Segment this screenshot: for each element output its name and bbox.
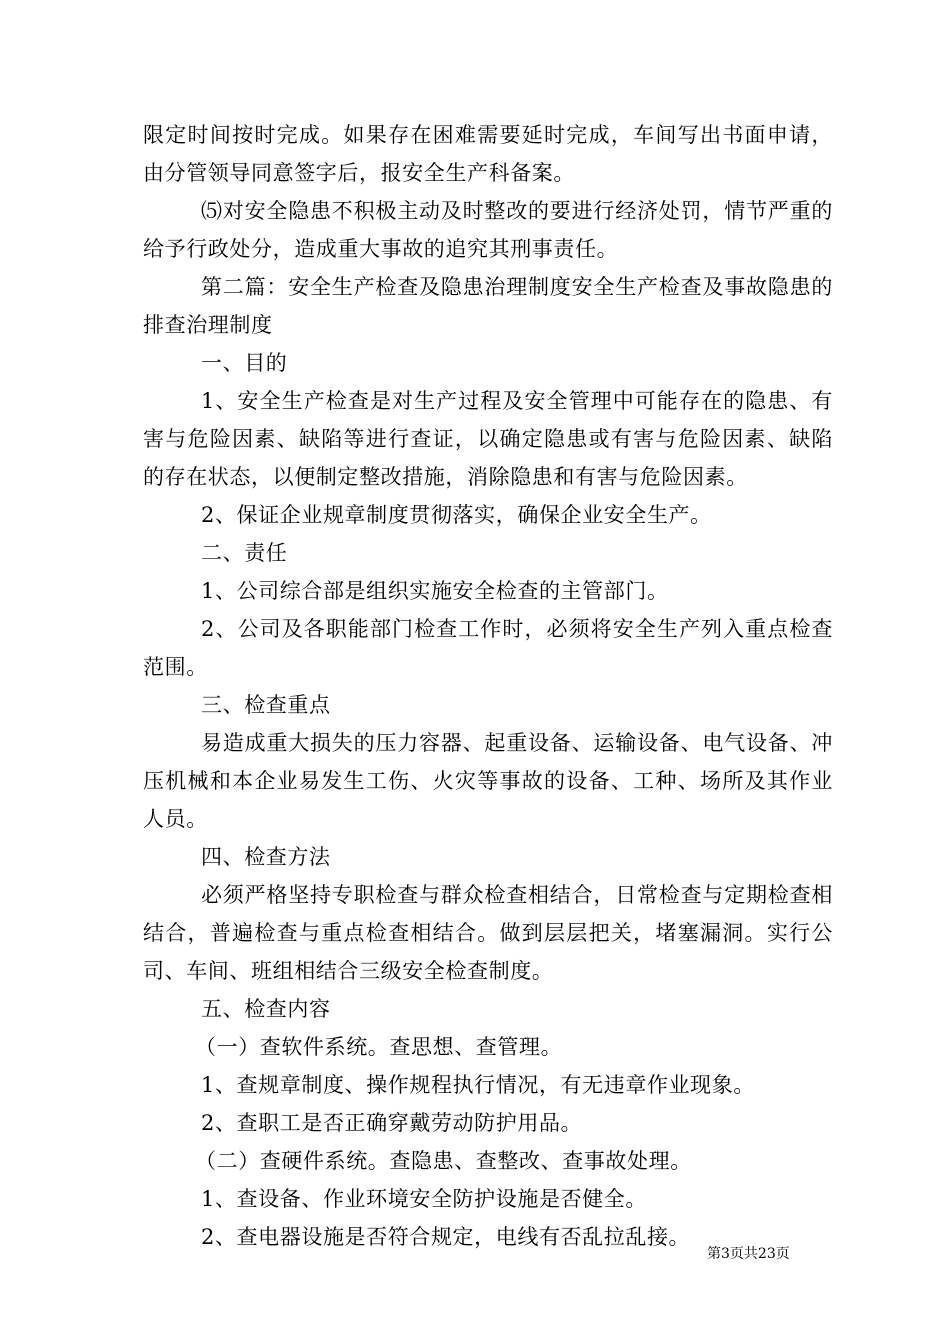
section-heading-focus: 三、检查重点 — [201, 693, 331, 717]
section-heading-content: 五、检查内容 — [201, 997, 331, 1021]
document-body — [143, 116, 833, 1256]
section-heading-responsibility: 二、责任 — [201, 541, 288, 565]
page-number-footer: 第3页共23页 — [707, 1246, 790, 1262]
paragraph-responsibility-2: 2、公司及各职能部门检查工作时，必须将安全生产列入重点检查范围。 — [143, 617, 833, 679]
paragraph-software-2: 2、查职工是否正确穿戴劳动防护用品。 — [201, 1111, 583, 1135]
paragraph-purpose-2: 2、保证企业规章制度贯彻落实，确保企业安全生产。 — [201, 503, 712, 527]
paragraph-penalty: ⑸对安全隐患不积极主动及时整改的要进行经济处罚，情节严重的给予行政处分，造成重大事故的追究其刑事责任。 — [143, 199, 833, 261]
subsection-software: （一）查软件系统。查思想、查管理。 — [195, 1035, 563, 1059]
paragraph-hardware-2: 2、查电器设施是否符合规定，电线有否乱拉乱接。 — [201, 1225, 691, 1249]
paragraph-purpose-1: 1、安全生产检查是对生产过程及安全管理中可能存在的隐患、有害与危险因素、缺陷等进行查证，以确定隐患或有害与危险因素、缺陷的存在状态，以便制定整改措施，消除隐患和有害与危险因素。 — [143, 389, 833, 489]
section-heading-method: 四、检查方法 — [201, 845, 331, 869]
paragraph-method: 必须严格坚持专职检查与群众检查相结合，日常检查与定期检查相结合，普遍检查与重点检查相结合。做到层层把关，堵塞漏洞。实行公司、车间、班组相结合三级安全检查制度。 — [143, 883, 833, 983]
paragraph-continuation: 限定时间按时完成。如果存在困难需要延时完成，车间写出书面申请，由分管领导同意签字后，报安全生产科备案。 — [143, 123, 833, 185]
paragraph-software-1: 1、查规章制度、操作规程执行情况，有无违章作业现象。 — [201, 1073, 755, 1097]
paragraph-hardware-1: 1、查设备、作业环境安全防护设施是否健全。 — [201, 1187, 647, 1211]
paragraph-responsibility-1: 1、公司综合部是组织实施安全检查的主管部门。 — [201, 579, 669, 603]
paragraph-focus: 易造成重大损失的压力容器、起重设备、运输设备、电气设备、冲压机械和本企业易发生工伤、火灾等事故的设备、工种、场所及其作业人员。 — [143, 731, 833, 831]
chapter-title: 第二篇：安全生产检查及隐患治理制度安全生产检查及事故隐患的排查治理制度 — [143, 275, 833, 337]
section-heading-purpose: 一、目的 — [201, 351, 288, 375]
subsection-hardware: （二）查硬件系统。查隐患、查整改、查事故处理。 — [195, 1149, 692, 1173]
